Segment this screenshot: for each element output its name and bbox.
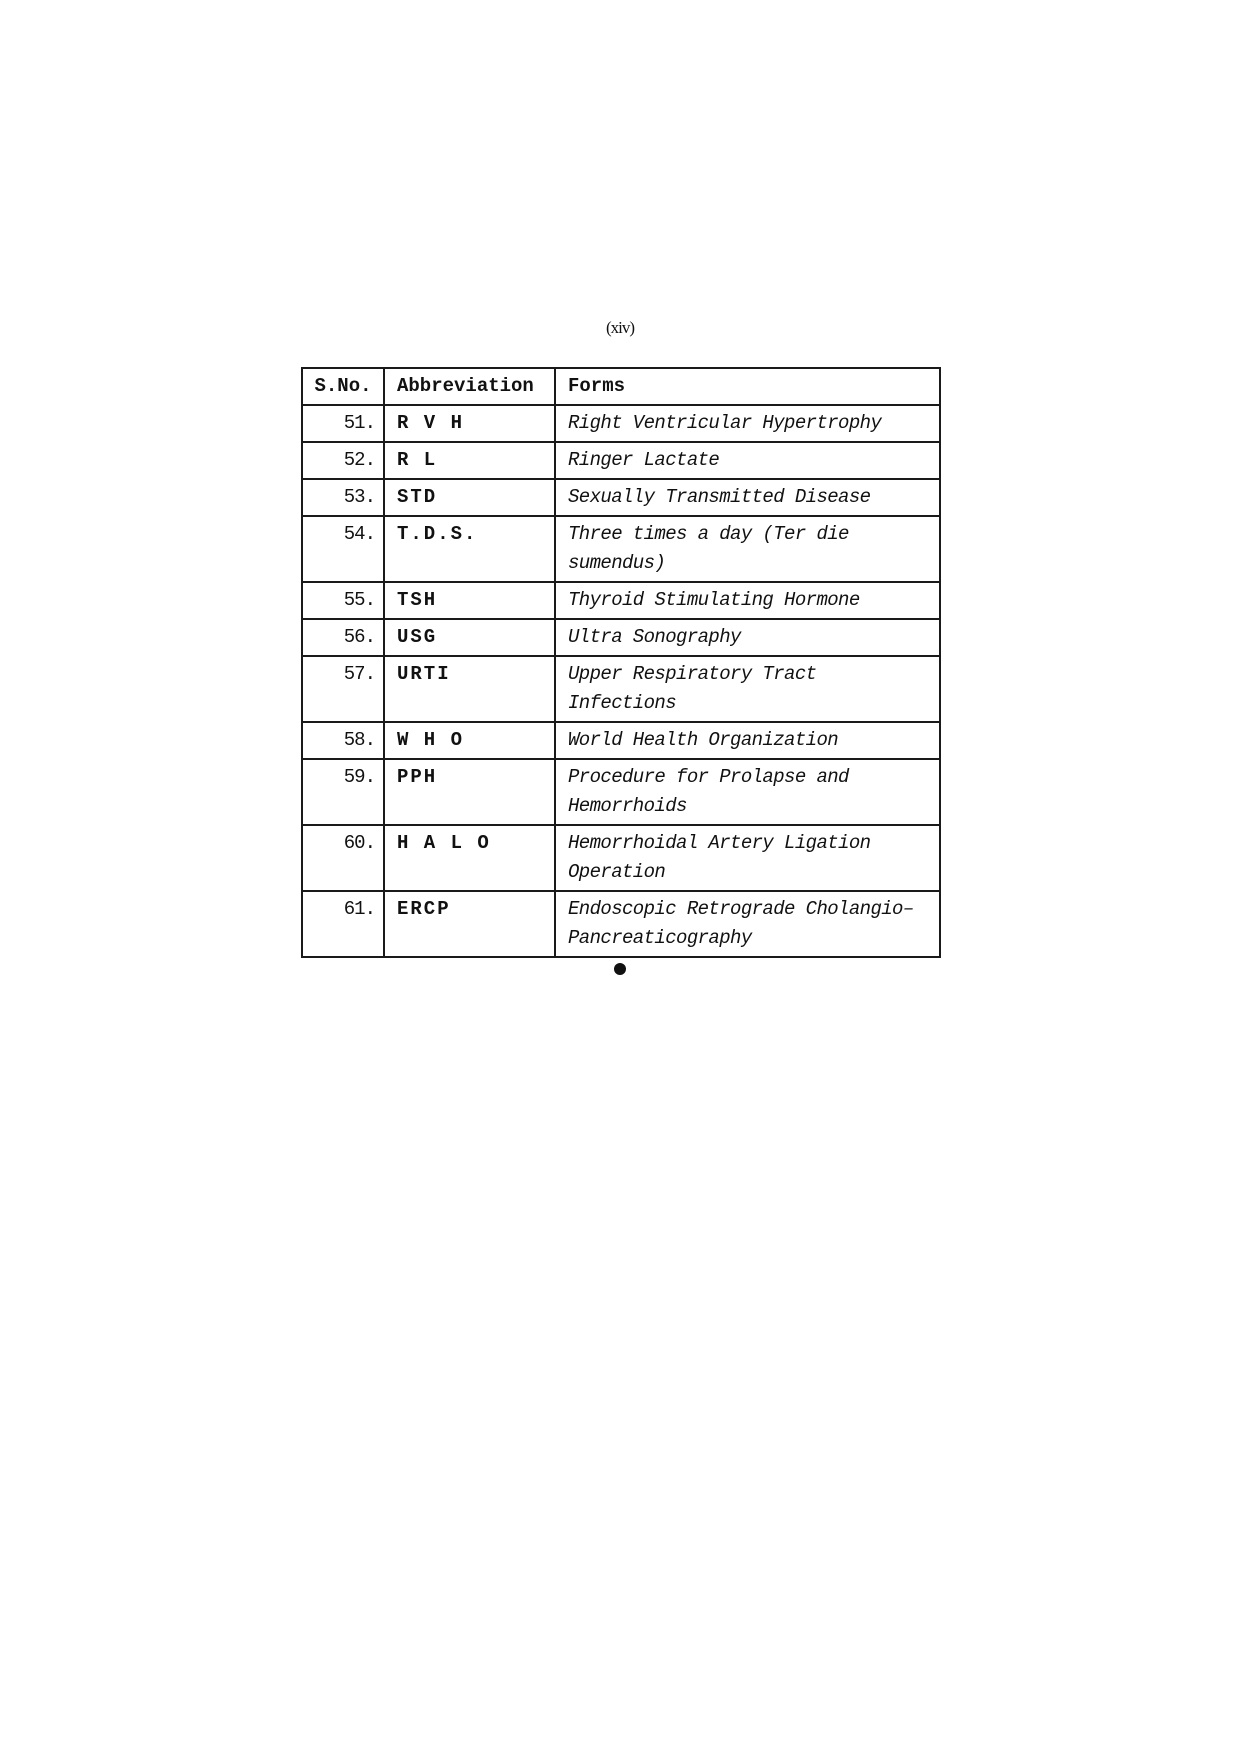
row-sno: 56. [302, 619, 384, 656]
row-abbreviation: STD [384, 479, 555, 516]
page-number: (xiv) [605, 318, 635, 337]
row-sno: 54. [302, 516, 384, 582]
row-form: Sexually Transmitted Disease [555, 479, 940, 516]
table-row [302, 619, 940, 656]
table-row [302, 516, 940, 582]
row-form: Right Ventricular Hypertrophy [555, 405, 940, 442]
table-row [302, 479, 940, 516]
table-row [302, 656, 940, 722]
row-sno: 61. [302, 891, 384, 957]
table-row [302, 891, 940, 957]
table-row [302, 405, 940, 442]
row-abbreviation: URTI [384, 656, 555, 722]
table-row [302, 582, 940, 619]
row-sno: 58. [302, 722, 384, 759]
row-abbreviation: ERCP [384, 891, 555, 957]
table-header-row [302, 368, 940, 405]
row-form: Procedure for Prolapse and Hemorrhoids [555, 759, 940, 825]
abbreviation-table [301, 367, 941, 958]
header-forms: Forms [555, 368, 940, 405]
row-abbreviation: PPH [384, 759, 555, 825]
table-row [302, 759, 940, 825]
row-abbreviation: TSH [384, 582, 555, 619]
row-form: Upper Respiratory Tract Infections [555, 656, 940, 722]
filled-circle-icon [614, 963, 626, 975]
row-abbreviation: H A L O [384, 825, 555, 891]
table-row [302, 442, 940, 479]
row-form: Ringer Lactate [555, 442, 940, 479]
row-abbreviation: R L [384, 442, 555, 479]
row-sno: 51. [302, 405, 384, 442]
row-form: Hemorrhoidal Artery Ligation Operation [555, 825, 940, 891]
row-sno: 55. [302, 582, 384, 619]
row-form: Ultra Sonography [555, 619, 940, 656]
row-abbreviation: R V H [384, 405, 555, 442]
header-abbreviation: Abbreviation [384, 368, 555, 405]
row-abbreviation: USG [384, 619, 555, 656]
row-form: Three times a day (Ter die sumendus) [555, 516, 940, 582]
row-form: Endoscopic Retrograde Cholangio–Pancreaticography [555, 891, 940, 957]
row-sno: 59. [302, 759, 384, 825]
row-sno: 57. [302, 656, 384, 722]
row-sno: 52. [302, 442, 384, 479]
row-form: Thyroid Stimulating Hormone [555, 582, 940, 619]
row-abbreviation: W H O [384, 722, 555, 759]
row-abbreviation: T.D.S. [384, 516, 555, 582]
table-row [302, 722, 940, 759]
header-sno: S.No. [302, 368, 384, 405]
row-form: World Health Organization [555, 722, 940, 759]
table-row [302, 825, 940, 891]
row-sno: 53. [302, 479, 384, 516]
row-sno: 60. [302, 825, 384, 891]
